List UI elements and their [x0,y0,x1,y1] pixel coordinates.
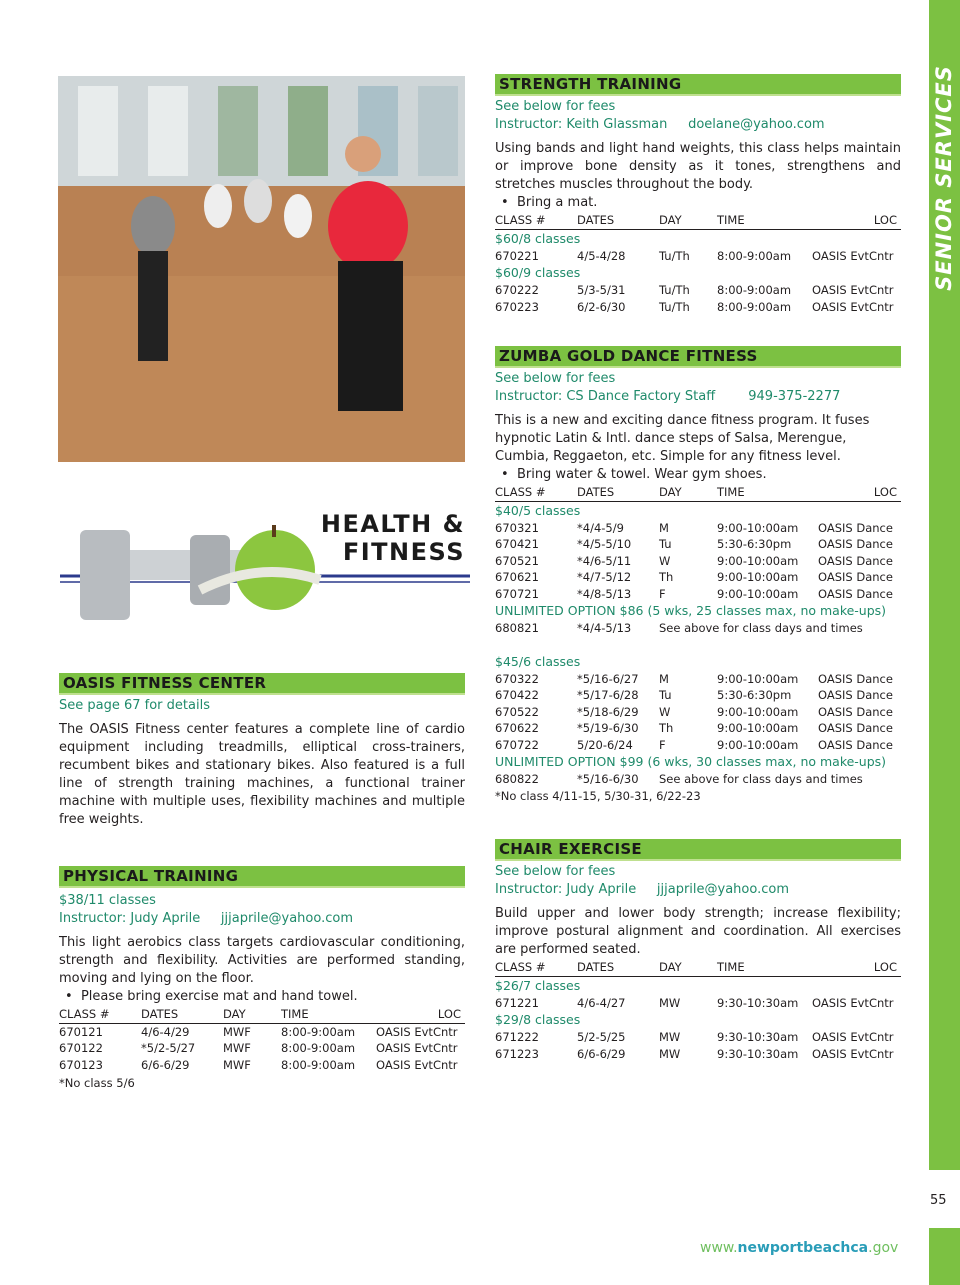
section-title: STRENGTH TRAINING [495,74,901,96]
cell: *5/2-5/27 [141,1041,196,1055]
col-time: TIME [717,959,812,976]
cell: 8:00-9:00am [717,283,792,297]
cell: 8:00-9:00am [717,299,792,314]
cell: OASIS EvtCntr [376,1057,458,1072]
cell: *4/4-5/13 [577,621,632,635]
table-header [59,1006,465,1023]
table-row [495,553,901,570]
instructor-line [495,116,901,134]
section-title: CHAIR EXERCISE [495,839,901,861]
col-loc: LOC [812,959,901,976]
footer-url[interactable] [700,1240,898,1256]
instructor-phone[interactable]: 949-375-2277 [748,389,841,404]
table-row [495,1046,901,1063]
cell: M [659,671,669,686]
cell: OASIS Dance [818,520,893,535]
col-day: DAY [659,212,717,229]
table-row [59,1057,465,1074]
section-description: This light aerobics class targets cardiovascular conditioning, strength and flexibility. Activities are performed standing, moving and lying on the floor. [59,935,465,986]
col-class: CLASS # [495,484,577,501]
no-class-note: *No class 4/11-15, 5/30-31, 6/22-23 [495,788,701,803]
cell: 670722 [495,737,539,752]
instructor-email[interactable]: jjjaprile@yahoo.com [656,882,789,897]
cell: 4/6-4/29 [141,1024,190,1039]
cell: 670721 [495,586,539,601]
table-row [59,1040,465,1057]
cell: OASIS EvtCntr [812,1030,894,1044]
cell: 8:00-9:00am [281,1024,356,1039]
table-row [495,671,901,688]
cell: 671222 [495,1030,539,1044]
cell: OASIS EvtCntr [812,299,894,314]
col-day: DAY [223,1006,281,1023]
heading-line-1: HEALTH & [320,510,465,538]
price-label: $60/9 classes [495,265,581,280]
col-dates: DATES [577,959,659,976]
oasis-fitness-section [59,673,465,829]
col-class: CLASS # [59,1006,141,1023]
cell: *5/19-6/30 [577,721,639,735]
bullet-text: Bring a mat. [516,195,598,210]
cell: *5/16-6/30 [577,772,639,786]
cell: Th [659,721,674,735]
physical-training-section [59,866,465,1092]
instructor-name: Instructor: CS Dance Factory Staff [495,389,716,404]
cell: 670622 [495,721,539,735]
table-row [495,704,901,721]
sidebar-label: SENIOR SERVICES [932,65,956,291]
cell: 6/2-6/30 [577,299,626,314]
cell: OASIS Dance [818,737,893,752]
cell: *5/16-6/27 [577,671,639,686]
cell: OASIS EvtCntr [376,1041,458,1055]
page-number: 55 [930,1193,947,1208]
col-time: TIME [717,484,818,501]
col-time: TIME [281,1006,376,1023]
cell: OASIS Dance [818,688,893,702]
cell: 9:00-10:00am [717,520,799,535]
section-description: Using bands and light hand weights, this class helps maintain or improve bone density as it tones, strengthens and stretches muscles throughout the body. [495,141,901,192]
cell: 670223 [495,299,539,314]
cell: 670621 [495,570,539,584]
cell: 670122 [59,1041,103,1055]
col-dates: DATES [577,212,659,229]
fees-link[interactable]: See below for fees [495,864,616,879]
cell: OASIS EvtCntr [812,283,894,297]
cell: 9:00-10:00am [717,570,799,584]
heading-line-2: FITNESS [342,538,465,566]
table-row [495,520,901,537]
url-main: newportbeachca [737,1240,869,1256]
cell: 670221 [495,248,539,263]
cell: 8:00-9:00am [717,248,792,263]
table-header [495,959,901,976]
cell: Tu/Th [659,299,690,314]
cell: Tu [659,688,672,702]
cell: *4/5-5/10 [577,537,632,551]
section-description: The OASIS Fitness center features a complete line of cardio equipment including treadmills, elliptical cross-trainers, recumbent bikes and stationary bikes. Also featured is a full line of strength training machines, a functional trainer machine with multiple uses, flexibility machines and multiple free weights. [59,722,465,827]
cell: 670121 [59,1024,103,1039]
instructor-line [59,910,465,928]
table-row [495,687,901,704]
schedule-table [59,1006,465,1092]
price-label: $29/8 classes [495,1012,581,1027]
cell: 9:00-10:00am [717,671,799,686]
section-description: Build upper and lower body strength; increase flexibility; improve postural alignment and coordination. All exercises are performed seated. [495,906,901,957]
col-class: CLASS # [495,959,577,976]
cell: 9:30-10:30am [717,995,799,1010]
cell: MWF [223,1057,251,1072]
zumba-section [495,346,901,804]
price-label: $40/5 classes [495,502,581,518]
section-title: ZUMBA GOLD DANCE FITNESS [495,346,901,368]
col-loc: LOC [376,1006,465,1023]
cell: OASIS Dance [818,721,893,735]
instructor-name: Instructor: Judy Aprile [495,882,637,897]
col-day: DAY [659,484,717,501]
cell: Tu [659,537,672,551]
cell: OASIS EvtCntr [812,1046,894,1061]
cell: Tu/Th [659,248,690,263]
bullet-item: • Bring water & towel. Wear gym shoes. [501,467,767,482]
bullet-text: Bring water & towel. Wear gym shoes. [516,467,767,482]
details-link[interactable]: See page 67 for details [59,698,210,713]
cell: 5/3-5/31 [577,283,626,297]
table-row [495,737,901,754]
table-row [495,299,901,316]
cell: M [659,520,669,535]
chair-exercise-section [495,839,901,1062]
cell: MWF [223,1041,251,1055]
cell: 670421 [495,537,539,551]
table-row [495,586,901,603]
col-dates: DATES [577,484,659,501]
schedule-table [495,212,901,315]
price-label: $45/6 classes [495,653,581,669]
cell: MW [659,1030,681,1044]
cell: 670123 [59,1057,103,1072]
cell: 680821 [495,621,539,635]
section-title: PHYSICAL TRAINING [59,866,465,888]
col-dates: DATES [141,1006,223,1023]
cell: 670222 [495,283,539,297]
table-row [495,995,901,1012]
cell: OASIS Dance [818,537,893,551]
url-suffix: .gov [868,1240,899,1256]
sidebar-band-bottom [929,1228,960,1285]
cell: MW [659,1046,681,1061]
table-row [495,1029,901,1046]
cell: MWF [223,1024,251,1039]
cell: OASIS Dance [818,671,893,686]
cell: OASIS Dance [818,570,893,584]
cell: 671223 [495,1046,539,1061]
table-row [495,620,901,637]
no-class-note: *No class 5/6 [59,1076,135,1090]
cell: 9:00-10:00am [717,721,799,735]
section-title: OASIS FITNESS CENTER [59,673,465,695]
cell: 5:30-6:30pm [717,537,792,551]
col-loc: LOC [812,212,901,229]
cell: F [659,586,666,601]
cell: 8:00-9:00am [281,1057,356,1072]
cell: 8:00-9:00am [281,1041,356,1055]
cell: 670522 [495,704,539,719]
table-row [495,248,901,265]
unlimited-option-label: UNLIMITED OPTION $99 (6 wks, 30 classes max, no make-ups) [495,754,887,769]
cell: *5/17-6/28 [577,688,639,702]
cell: *5/18-6/29 [577,704,639,719]
url-prefix: www. [700,1240,738,1256]
cell: OASIS Dance [818,553,893,568]
cell: 670521 [495,553,539,568]
cell: Tu/Th [659,283,690,297]
cell: 4/6-4/27 [577,995,626,1010]
schedule-table [495,484,901,804]
fees-link[interactable]: See below for fees [495,99,616,114]
table-row [495,282,901,299]
col-time: TIME [717,212,812,229]
section-description: This is a new and exciting dance fitness program. It fuses hypnotic Latin & Intl. dance steps of Salsa, Merengue, Cumbia, Reggaeton, etc. Simple for any fitness level. [495,413,870,464]
bullet-text: Please bring exercise mat and hand towel. [80,989,358,1004]
cell: OASIS EvtCntr [376,1024,458,1039]
table-row [495,771,901,788]
instructor-line [495,388,901,406]
cell: 9:00-10:00am [717,553,799,568]
cell: See above for class days and times [659,772,863,786]
instructor-line [495,881,901,899]
cell: W [659,704,671,719]
col-loc: LOC [818,484,901,501]
price-label: $26/7 classes [495,977,581,993]
cell: OASIS EvtCntr [812,248,894,263]
table-row [495,569,901,586]
cell: 670322 [495,671,539,686]
cell: F [659,737,666,752]
cell: 9:30-10:30am [717,1046,799,1061]
table-header [495,212,901,229]
table-row [495,720,901,737]
instructor-email[interactable]: jjjaprile@yahoo.com [220,911,353,926]
cell: Th [659,570,674,584]
cell: *4/8-5/13 [577,586,632,601]
instructor-name: Instructor: Keith Glassman [495,117,668,132]
dumbbell-apple-icon [60,520,470,630]
dance-class-photo [58,76,465,462]
cell: OASIS Dance [818,704,893,719]
cell: *4/6-5/11 [577,553,632,568]
cell: OASIS Dance [818,586,893,601]
cell: 6/6-6/29 [577,1046,626,1061]
cell: 671221 [495,995,539,1010]
instructor-email[interactable]: doelane@yahoo.com [688,117,825,132]
table-header [495,484,901,501]
fees-label: $38/11 classes [59,893,156,908]
cell: *4/7-5/12 [577,570,632,584]
cell: 670422 [495,688,539,702]
cell: MW [659,995,681,1010]
cell: 680822 [495,772,539,786]
cell: 5:30-6:30pm [717,688,792,702]
strength-training-section [495,74,901,315]
schedule-table [495,959,901,1062]
col-day: DAY [659,959,717,976]
col-class: CLASS # [495,212,577,229]
cell: 9:00-10:00am [717,704,799,719]
cell: 9:30-10:30am [717,1030,799,1044]
cell: 670321 [495,520,539,535]
cell: OASIS EvtCntr [812,995,894,1010]
instructor-name: Instructor: Judy Aprile [59,911,201,926]
table-row [59,1023,465,1040]
price-label: $60/8 classes [495,230,581,246]
cell: See above for class days and times [659,621,863,635]
unlimited-option-label: UNLIMITED OPTION $86 (5 wks, 25 classes max, no make-ups) [495,603,887,618]
fees-link[interactable]: See below for fees [495,371,616,386]
bullet-item: • Please bring exercise mat and hand towel. [65,989,358,1004]
cell: 9:00-10:00am [717,586,799,601]
cell: *4/4-5/9 [577,520,624,535]
cell: 5/2-5/25 [577,1030,626,1044]
cell: W [659,553,671,568]
cell: 9:00-10:00am [717,737,799,752]
cell: 4/5-4/28 [577,248,626,263]
cell: 5/20-6/24 [577,737,633,752]
bullet-item: • Bring a mat. [501,195,598,210]
table-row [495,536,901,553]
cell: 6/6-6/29 [141,1057,190,1072]
